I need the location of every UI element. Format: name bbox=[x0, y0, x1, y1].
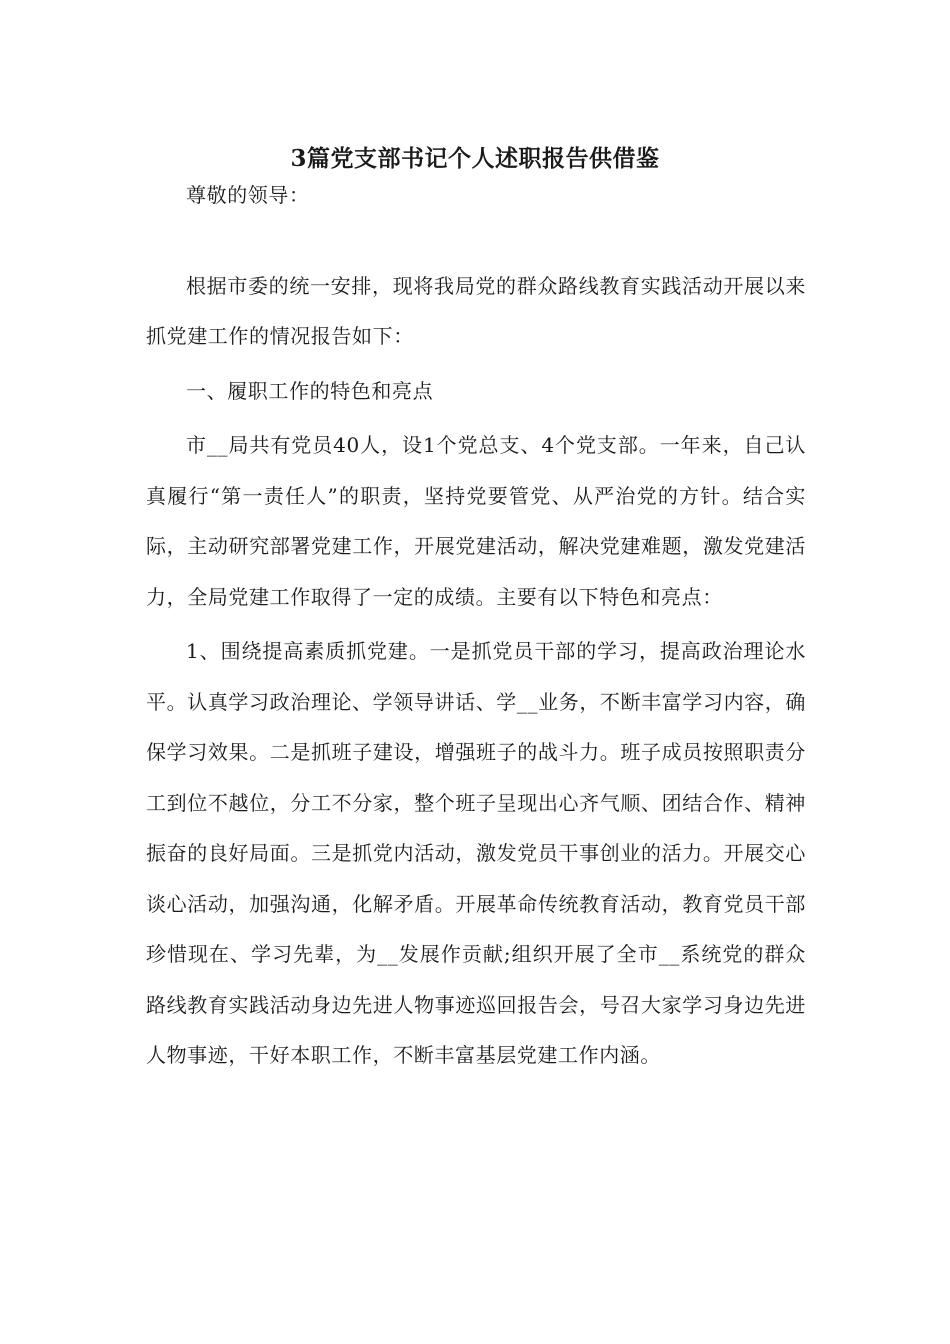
section-heading: 一、履职工作的特色和亮点 bbox=[186, 378, 434, 403]
intro-paragraph: 根据市委的统一安排，现将我局党的群众路线教育实践活动开展以来抓党建工作的情况报告如下： bbox=[146, 273, 806, 348]
salutation-paragraph: 尊敬的领导： bbox=[186, 183, 310, 207]
point-one-paragraph: 1、围绕提高素质抓党建。一是抓党员干部的学习，提高政治理论水平。认真学习政治理论、学领导讲话、学__业务，不断丰富学习内容，确保学习效果。二是抓班子建设，增强班子的战斗力。班子成员按照职责分工到位不越位，分工不分家，整个班子呈现出心齐气顺、团结合作、精神振奋的良好局面。三是抓党内活动，激发党员干事创业的活力。开展交心谈心活动，加强沟通，化解矛盾。开展革命传统教育活动，教育党员干部珍惜现在、学习先辈，为__发展作贡献;组织开展了全市__系统党的群众路线教育实践活动身边先进人物事迹巡回报告会，号召大家学习身边先进人物事迹，干好本职工作，不断丰富基层党建工作内涵。 bbox=[146, 639, 806, 1067]
document-body bbox=[146, 170, 806, 1085]
overview-paragraph: 市__局共有党员40人，设1个党总支、4个党支部。一年来，自己认真履行“第一责任人”的职责，坚持党要管党、从严治党的方针。结合实际，主动研究部署党建工作，开展党建活动，解决党建难题，激发党建活力，全局党建工作取得了一定的成绩。主要有以下特色和亮点： bbox=[146, 433, 806, 609]
document-title: 3篇党支部书记个人述职报告供借鉴 bbox=[290, 145, 660, 172]
